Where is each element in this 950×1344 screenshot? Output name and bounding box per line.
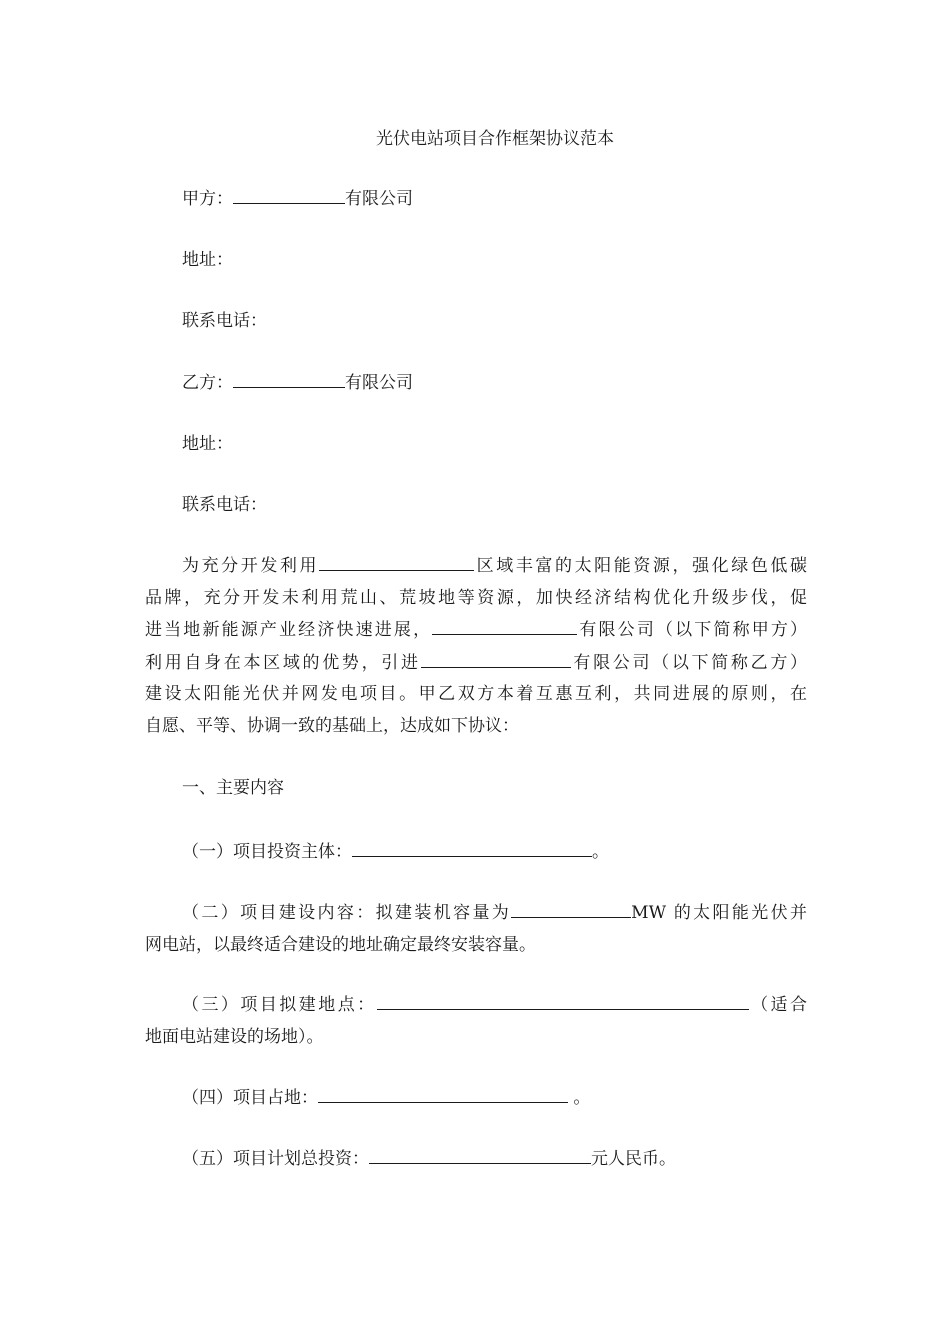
party-b-address-label: 地址： bbox=[182, 434, 233, 454]
land-area-blank[interactable] bbox=[318, 1082, 568, 1103]
party-a-label: 甲方： bbox=[182, 189, 233, 209]
intro-line-5: 建设太阳能光伏并网发电项目。甲乙双方本着互惠互利，共同进展的原则，在 bbox=[145, 684, 807, 704]
party-b-line bbox=[182, 367, 413, 398]
item-3-line-2: 地面电站建设的场地）。 bbox=[145, 1026, 324, 1047]
intro-line-2: 品牌，充分开发未利用荒山、荒坡地等资源，加快经济结构优化升级步伐，促 bbox=[145, 587, 807, 608]
intro-line-3: 进当地新能源产业经济快速进展， 有限公司（以下简称甲方） bbox=[145, 614, 807, 647]
investor-blank[interactable] bbox=[352, 836, 592, 857]
party-a-name-blank[interactable] bbox=[233, 183, 345, 204]
item-2-line-1: （二）项目建设内容：拟建装机容量为 MW 的太阳能光伏并 bbox=[145, 897, 807, 930]
party-a-phone-label: 联系电话： bbox=[182, 311, 267, 331]
party-a-line bbox=[182, 183, 413, 214]
item-4: （四）项目占地： 。 bbox=[182, 1082, 590, 1113]
document-title: 光伏电站项目合作框架协议范本 bbox=[376, 129, 614, 149]
item-5: （五）项目计划总投资： 元人民币。 bbox=[182, 1143, 676, 1174]
intro-line-1: 为充分开发利用 区域丰富的太阳能资源，强化绿色低碳 bbox=[145, 550, 807, 583]
item-2-line-2: 网电站，以最终适合建设的地址确定最终安装容量。 bbox=[145, 934, 536, 955]
intro-line-4: 利用自身在本区域的优势，引进 有限公司（以下简称乙方） bbox=[145, 647, 807, 680]
intro-line-6: 自愿、平等、协调一致的基础上，达成如下协议： bbox=[145, 715, 519, 736]
party-b-label: 乙方： bbox=[182, 373, 233, 393]
party-b-phone-label: 联系电话： bbox=[182, 495, 267, 515]
item-1: （一）项目投资主体： 。 bbox=[182, 836, 609, 867]
party-b-suffix: 有限公司 bbox=[345, 373, 413, 393]
location-blank[interactable] bbox=[377, 989, 749, 1010]
intro-paragraph bbox=[145, 550, 807, 742]
item-2 bbox=[145, 897, 807, 961]
party-a-address-label: 地址： bbox=[182, 250, 233, 270]
investment-blank[interactable] bbox=[369, 1143, 591, 1164]
section-1-heading: 一、主要内容 bbox=[182, 778, 284, 798]
party-a-company-blank[interactable] bbox=[432, 614, 577, 635]
party-b-company-blank[interactable] bbox=[421, 647, 571, 668]
region-blank[interactable] bbox=[319, 550, 474, 571]
party-a-suffix: 有限公司 bbox=[345, 189, 413, 209]
item-3-line-1: （三）项目拟建地点： （适合 bbox=[145, 989, 807, 1022]
item-3 bbox=[145, 989, 807, 1053]
party-b-name-blank[interactable] bbox=[233, 367, 345, 388]
capacity-blank[interactable] bbox=[511, 897, 631, 918]
